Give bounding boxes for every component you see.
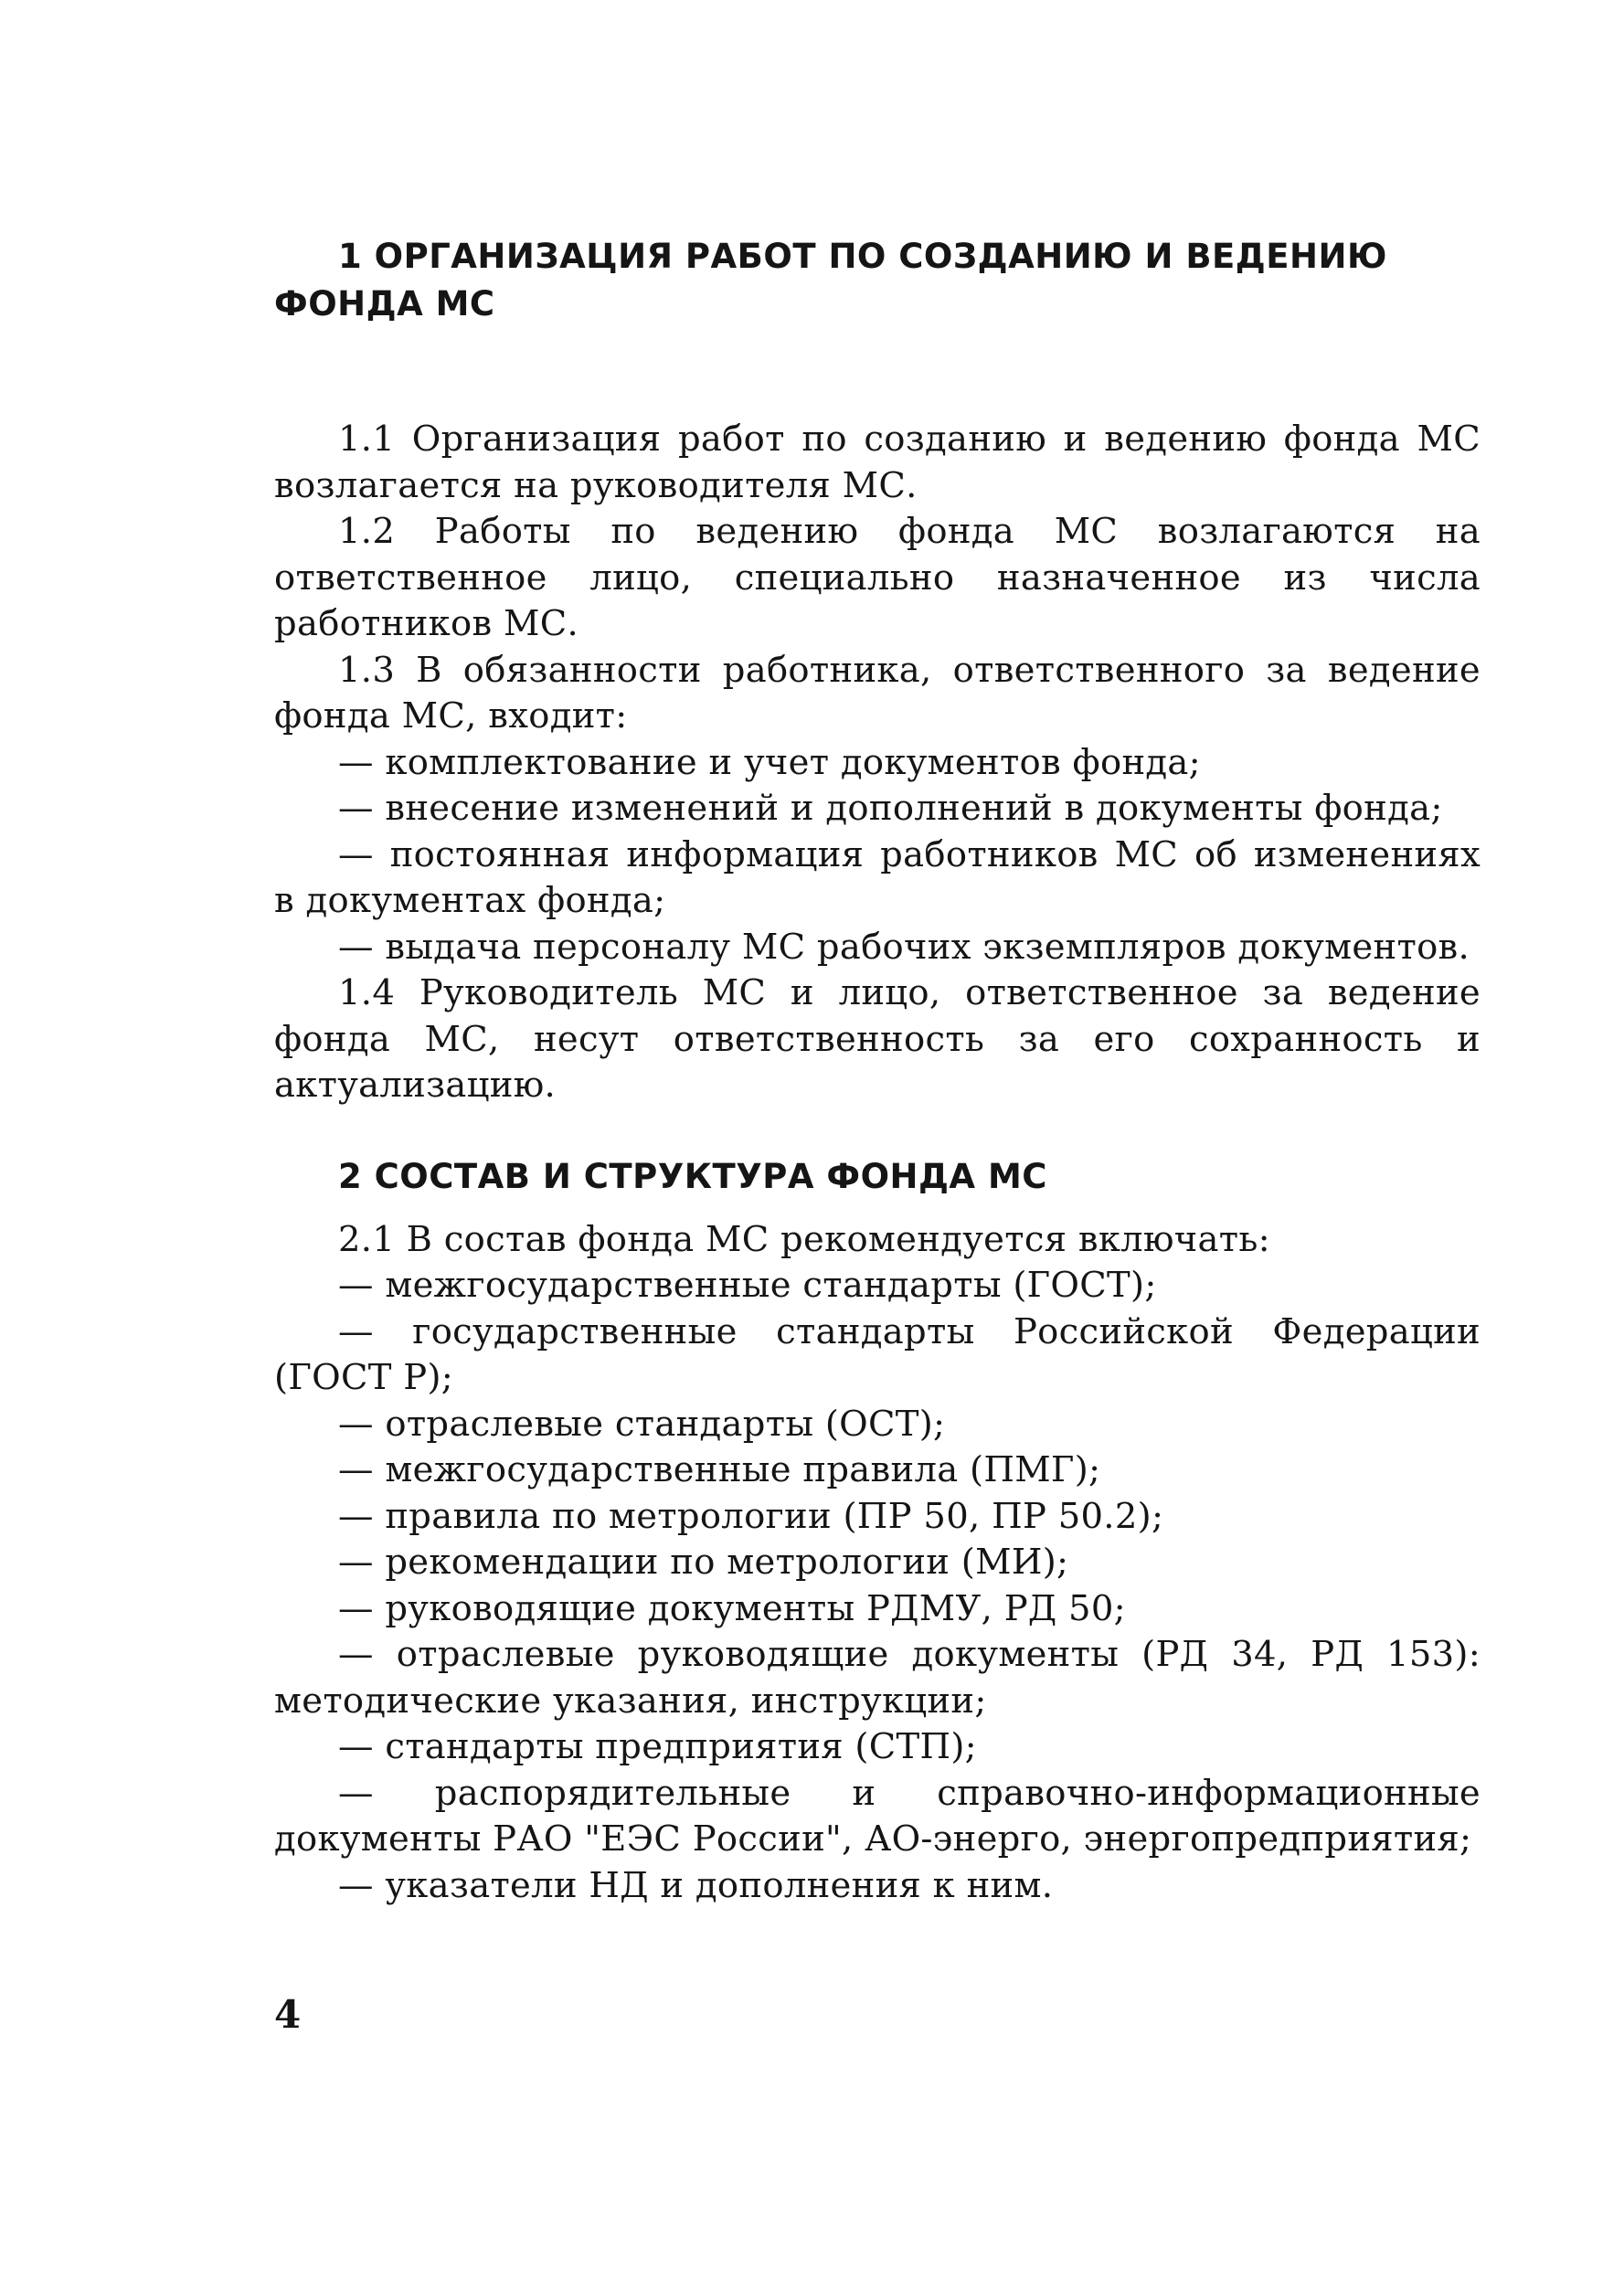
list-item: — стандарты предприятия (СТП); [338, 1726, 977, 1767]
section-1-body [274, 417, 1481, 1109]
paragraph-2-1: 2.1 В состав фонда МС рекомендуется включать: [338, 1218, 1270, 1260]
list-item: — межгосударственные стандарты (ГОСТ); [338, 1265, 1157, 1306]
paragraph-1-2: 1.2 Работы по ведению фонда МС возлагаются на ответственное лицо, специально назначенное из числа работников МС. [274, 511, 1481, 644]
section-1-heading [274, 233, 1481, 328]
page-content [274, 233, 1481, 1909]
page-number: 4 [274, 1992, 302, 2037]
list-item: — комплектование и учет документов фонда; [338, 741, 1201, 783]
list-item: — государственные стандарты Российской Федерации (ГОСТ Р); [274, 1310, 1481, 1398]
list-item: — внесение изменений и дополнений в документы фонда; [338, 788, 1443, 829]
list-item: — выдача персоналу МС рабочих экземпляров документов. [338, 926, 1470, 968]
section-1-heading-line-1: 1 ОРГАНИЗАЦИЯ РАБОТ ПО СОЗДАНИЮ И ВЕДЕНИЮ [338, 237, 1387, 276]
list-item: — руководящие документы РДМУ, РД 50; [338, 1587, 1126, 1629]
section-2-heading: 2 СОСТАВ И СТРУКТУРА ФОНДА МС [338, 1156, 1047, 1196]
paragraph-1-3: 1.3 В обязанности работника, ответственного за ведение фонда МС, входит: [274, 649, 1481, 737]
list-item: — отраслевые руководящие документы (РД 34, РД 153): методические указания, инструкции; [274, 1634, 1481, 1722]
section-1-heading-line-2: ФОНДА МС [274, 284, 495, 323]
list-item: — отраслевые стандарты (ОСТ); [338, 1403, 946, 1445]
list-item: — распорядительные и справочно-информационные документы РАО "ЕЭС России", АО-энерго, энергопредприятия; [274, 1772, 1481, 1860]
section-2-body [274, 1217, 1481, 1910]
list-item: — правила по метрологии (ПР 50, ПР 50.2); [338, 1495, 1164, 1537]
list-item: — указатели НД и дополнения к ним. [338, 1864, 1054, 1906]
paragraph-1-1: 1.1 Организация работ по созданию и ведению фонда МС возлагается на руководителя МС. [274, 419, 1481, 506]
paragraph-1-4: 1.4 Руководитель МС и лицо, ответственное за ведение фонда МС, несут ответственность за его сохранность и актуализацию. [274, 972, 1481, 1106]
list-item: — рекомендации по метрологии (МИ); [338, 1542, 1069, 1583]
list-item: — постоянная информация работников МС об изменениях в документах фонда; [274, 833, 1481, 921]
list-item: — межгосударственные правила (ПМГ); [338, 1449, 1101, 1490]
